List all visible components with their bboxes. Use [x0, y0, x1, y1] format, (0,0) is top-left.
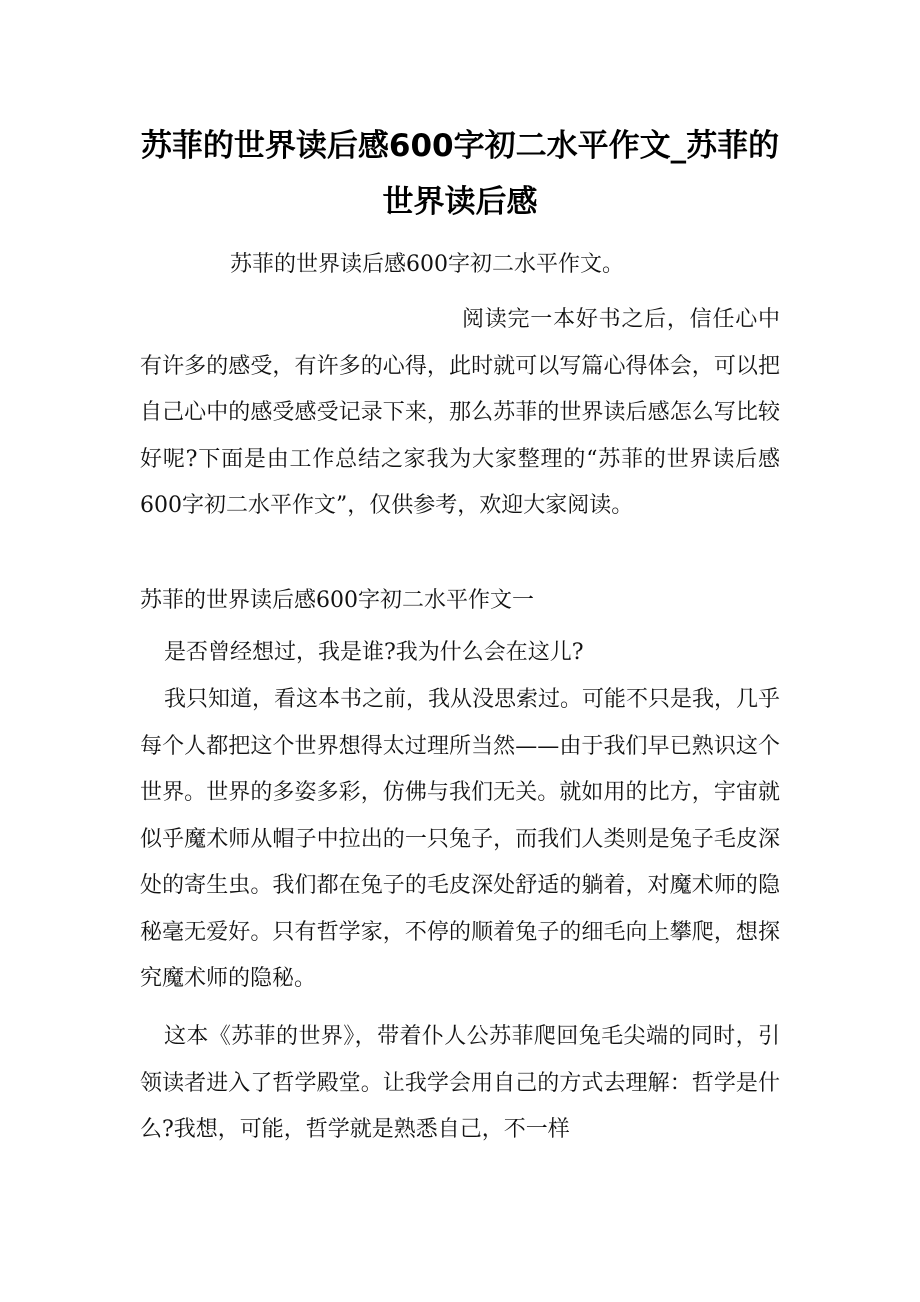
body-paragraph-3: 这本《苏菲的世界》，带着仆人公苏菲爬回兔毛尖端的同时，引领读者进入了哲学殿堂。让我学会用自己的方式去理解：哲学是什么?我想，可能，哲学就是熟悉自己，不一样 [140, 1024, 780, 1142]
section-heading: 苏菲的世界读后感600字初二水平作文一 [140, 588, 534, 613]
body-paragraph-1: 是否曾经想过，我是谁?我为什么会在这儿? [164, 640, 584, 665]
document-subtitle: 苏菲的世界读后感600字初二水平作文。 [230, 252, 624, 277]
document-title: 苏菲的世界读后感600字初二水平作文_苏菲的世界读后感 [140, 128, 780, 220]
body-paragraph-2: 我只知道，看这本书之前，我从没思索过。可能不只是我，几乎每个人都把这个世界想得太过理所当然——由于我们早已熟识这个世界。世界的多姿多彩，仿佛与我们无关。就如用的比方，宇宙就似乎魔术师从帽子中拉出的一只兔子，而我们人类则是兔子毛皮深处的寄生虫。我们都在兔子的毛皮深处舒适的躺着，对魔术师的隐秘毫无爱好。只有哲学家，不停的顺着兔子的细毛向上攀爬，想探究魔术师的隐秘。 [140, 687, 781, 991]
intro-paragraph: 阅读完一本好书之后，信任心中有许多的感受，有许多的心得，此时就可以写篇心得体会，可以把自己心中的感受感受记录下来，那么苏菲的世界读后感怎么写比较好呢?下面是由工作总结之家我为大家整理的“苏菲的世界读后感600字初二水平作文”，仅供参考，欢迎大家阅读。 [140, 307, 780, 518]
